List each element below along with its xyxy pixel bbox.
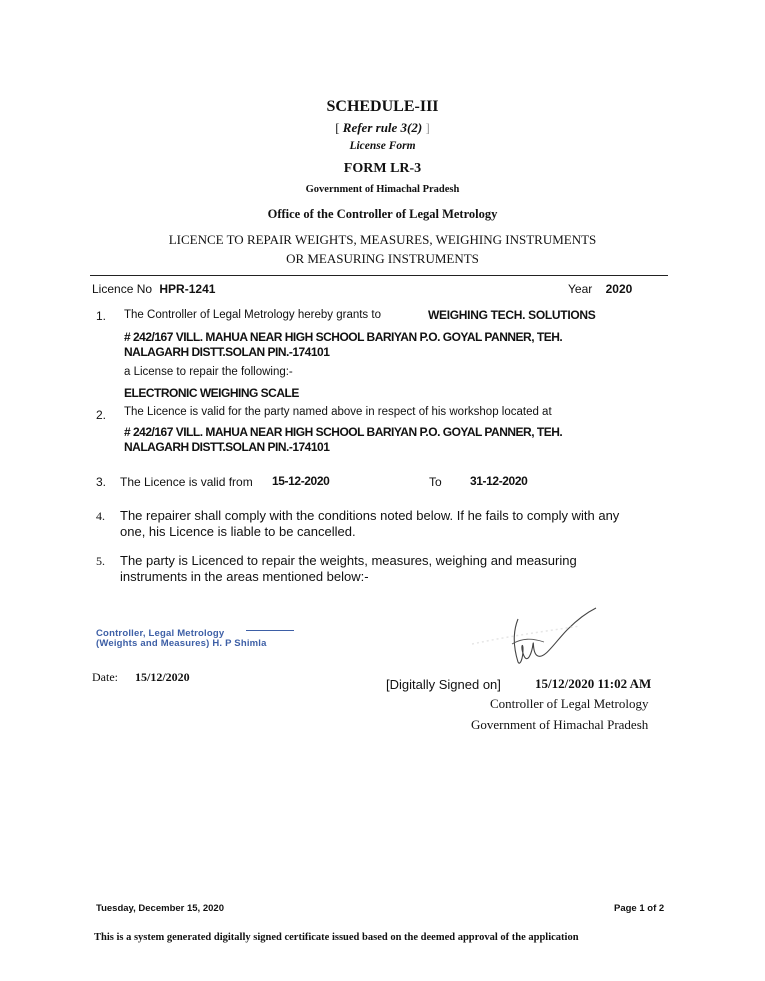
stamp-line2: (Weights and Measures) H. P Shimla [96,638,267,649]
item-2-valid-text: The Licence is valid for the party named above in respect of his workshop located at [124,406,552,418]
official-stamp [96,628,267,649]
digitally-signed-label: [Digitally Signed on] [386,677,501,692]
refer-close-bracket: ] [425,120,430,135]
licence-number-value: HPR-1241 [159,282,216,296]
signatory-designation: Controller of Legal Metrology [490,696,649,711]
item-5-line2: instruments in the areas mentioned below:- [120,569,369,584]
item-4-number: 4. [96,509,105,523]
licence-year-value: 2020 [605,282,633,296]
date-label: Date: [92,670,118,684]
stamp-underline [246,630,294,631]
item-2-address-line2: NALAGARH DISTT.SOLAN PIN.-174101 [124,440,330,454]
handwritten-signature [460,604,610,674]
repair-text: a License to repair the following:- [124,366,293,378]
signatory-government: Government of Himachal Pradesh [471,717,649,732]
licence-number [92,282,215,296]
item-3-number: 3. [96,475,107,489]
license-form-label: License Form [349,140,416,152]
instrument-name: ELECTRONIC WEIGHING SCALE [124,386,299,400]
licence-year [568,282,632,296]
footer-page-number: Page 1 of 2 [614,903,665,914]
footer-system-note: This is a system generated digitally signed certificate issued based on the deemed approval of the application [94,932,579,943]
item-2-address-line1: # 242/167 VILL. MAHUA NEAR HIGH SCHOOL BARIYAN P.O. GOYAL PANNER, TEH. [124,425,563,439]
government-name: Government of Himachal Pradesh [305,184,460,195]
item-1-number: 1. [96,309,107,323]
date-value: 15/12/2020 [135,670,190,684]
valid-from-label: The Licence is valid from [120,475,253,489]
office-name: Office of the Controller of Legal Metrology [267,207,498,221]
refer-rule [0,120,765,136]
item-5-line1: The party is Licenced to repair the weights, measures, weighing and measuring [120,553,577,568]
stamp-line1: Controller, Legal Metrology [96,628,225,639]
schedule-title: SCHEDULE-III [326,98,439,115]
item-1-grant-text: The Controller of Legal Metrology hereby grants to [124,309,381,321]
form-number: FORM LR-3 [343,161,422,176]
item-5-number: 5. [96,554,105,568]
valid-to-label: To [429,475,442,489]
item-4-line1: The repairer shall comply with the conditions noted below. If he fails to comply with any [120,508,620,523]
item-1-address-line1: # 242/167 VILL. MAHUA NEAR HIGH SCHOOL BARIYAN P.O. GOYAL PANNER, TEH. [124,330,563,344]
valid-to-date: 31-12-2020 [470,474,528,488]
digitally-signed-timestamp: 15/12/2020 11:02 AM [535,676,652,691]
footer-print-date: Tuesday, December 15, 2020 [96,903,224,914]
item-4-line2: one, his Licence is liable to be cancelled. [120,524,356,539]
refer-rule-text: Refer rule 3(2) [342,120,423,135]
grantee-name: WEIGHING TECH. SOLUTIONS [428,308,596,322]
item-2-number: 2. [96,408,107,422]
refer-open-bracket: [ [335,120,340,135]
licence-year-label: Year [568,282,593,296]
licence-title-line1: LICENCE TO REPAIR WEIGHTS, MEASURES, WEIGHING INSTRUMENTS [168,232,597,247]
licence-title-line2: OR MEASURING INSTRUMENTS [286,251,479,266]
valid-from-date: 15-12-2020 [272,474,330,488]
licence-number-label: Licence No [92,282,153,296]
item-1-address-line2: NALAGARH DISTT.SOLAN PIN.-174101 [124,345,330,359]
header-divider [90,275,668,276]
